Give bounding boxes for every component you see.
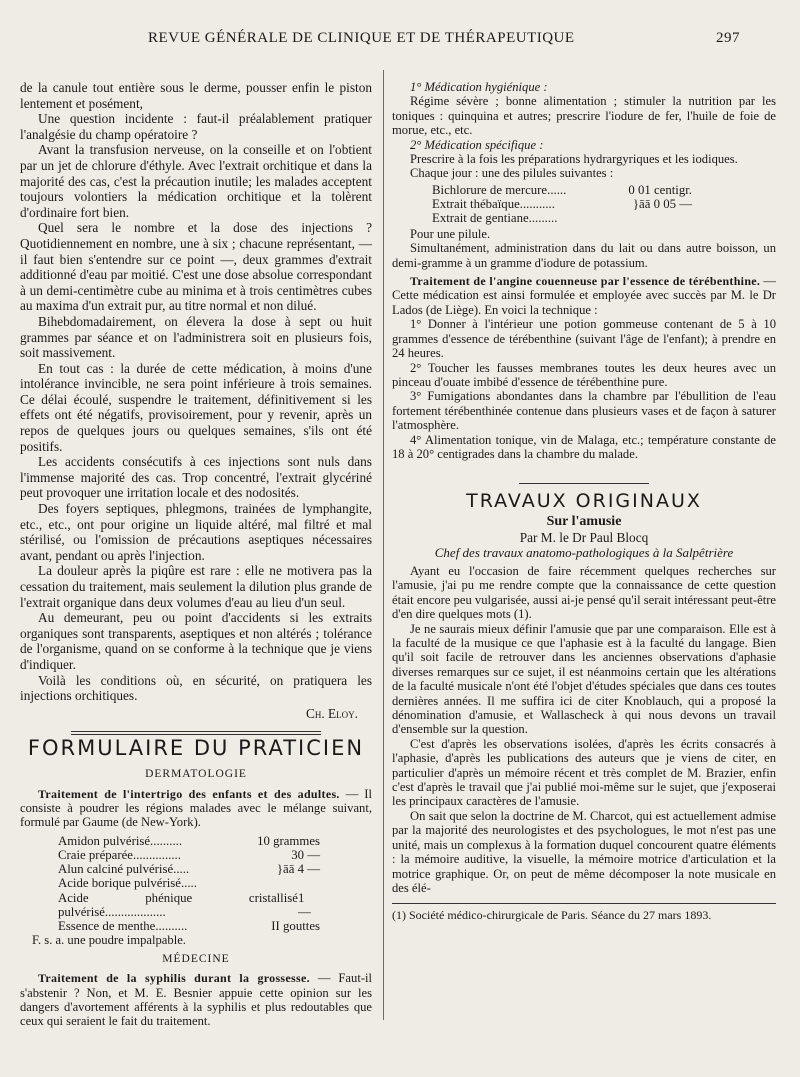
paragraph: Chaque jour : une des pilules suivantes : [410,166,614,181]
prescription-intertrigo [20,787,372,830]
paragraph: Quel sera le nombre et la dose des injections ? Quotidiennement en nombre, une à six ; chacune représentant, — il faut bien s'entendre sur ce point —, deux grammes d'extrait additionné d'eau par moitié. C'est une dose absolue correspondant à un demi-centimètre cube au minima et à trois centimètres cubes au maxima d'un extrait pur, au titre normal et non dilué. [20,220,372,314]
recipe-quantity: }āā 0 05 — [632,196,692,211]
recipe-ingredient: Essence de menthe.......... [58,918,188,933]
technique-step: 1° Donner à l'intérieur une potion gommeuse contenant de 5 à 10 grammes d'essence de térébenthine (suivant l'âge de l'enfant); à prendre en 24 heures. [392,317,776,361]
paragraph: de la canule tout entière sous le derme, pousser enfin le piston lentement et posément, [20,80,372,111]
recipe-ingredient: Bichlorure de mercure...... [432,182,567,197]
recipe-row [58,876,320,890]
prescription-text: — Cette médication est ainsi formulée et employée avec succès par M. le Dr Lados (de Liège). En voici la technique : [392,274,776,317]
recipe-quantity: II gouttes [271,918,320,933]
paragraph: Simultanément, administration dans du lait ou dans autre boisson, un demi-gramme à un gramme d'iodure de potassium. [392,241,776,270]
technique-step: 2° Toucher les fausses membranes toutes les deux heures avec un pinceau d'ouate imbibé d'essence de térébenthine pure. [392,360,776,389]
recipe-note: F. s. a. une poudre impalpable. [32,933,186,948]
recipe-row [58,891,320,919]
paragraph: Bihebdomadairement, on élevera la dose à sept ou huit grammes par séance et on l'administrera soit en plusieurs fois, soit massivement. [20,313,372,361]
paragraph: Voilà les conditions où, en sécurité, on pratiquera les injections orchitiques. [20,672,372,704]
paragraph: Prescrire à la fois les préparations hydrargyriques et les iodiques. [410,152,738,167]
paragraph: Ayant eu l'occasion de faire récemment quelques recherches sur l'amusie, j'ai pu me rendre compte que la connaissance de cette question était encore peu vulgarisée, aussi ai-je pensé qu'il serait intéressant peut-être d'en dire quelques mots (1). [392,563,776,622]
prescription-title: Traitement de l'angine couenneuse par l'essence de térébenthine. [410,274,761,289]
running-head [20,30,780,52]
left-column [20,80,372,1029]
recipe-row [58,862,320,876]
journal-title: REVUE GÉNÉRALE DE CLINIQUE ET DE THÉRAPEUTIQUE [148,30,575,46]
prescription-title: Traitement de la syphilis durant la grossesse. [38,971,310,986]
paragraph: La douleur après la piqûre est rare : elle ne motivera pas la cessation du traitement, mais seulement la dilution plus grande de l'extrait organique dans deux volumes d'eau au lieu d'un seul. [20,563,372,610]
recipe-quantity: 0 01 centigr. [628,182,692,197]
recipe-ingredient: Amidon pulvérisé.......... [58,833,183,848]
recipe-ingredient: Extrait thébaïque........... [432,196,555,211]
paragraph: Régime sévère ; bonne alimentation ; stimuler la nutrition par les toniques : quinquina et autres; prescrire l'iodure de fer, l'huile de foie de morue, etc., etc. [392,94,776,138]
section-label-medecine: MÉDECINE [162,952,230,965]
paragraph: Une question incidente : faut-il préalablement pratiquer l'analgésie du champ opératoire ? [20,111,372,142]
section-label-dermatologie: DERMATOLOGIE [145,767,247,780]
medication-label: 1° Médication hygiénique : [410,80,548,94]
paragraph: Avant la transfusion nerveuse, on la conseille et on l'obtient par un jet de chlorure d'éthyle. Avec l'extrait orchitique et dans la majorité des cas, c'est la précaution inutile; les malades acceptent toujours volontiers la médication orchitique et la tolèrent d'ordinaire fort bien. [20,142,372,220]
article-byline: Par M. le Dr Paul Blocq [519,530,649,546]
prescription-text: — Faut-il s'abstenir ? Non, et M. E. Besnier appuie cette opinion sur les dangers d'avortement afférents à la syphilis et plus redoutables que ceux qui seraient le fait du traitement. [20,971,373,1029]
recipe-quantity: }āā 4 — [276,862,320,877]
prescription-title: Traitement de l'intertrigo des enfants et des adultes. [38,786,340,801]
recipe-row [58,919,320,933]
paragraph: Au demeurant, peu ou point d'accidents si les extraits organiques sont transparents, aseptiques et non altérés ; tolérance de l'organisme, quand on se conforme à la technique que je viens d'indiquer. [20,610,372,672]
prescription-text: — Il consiste à poudrer les régions malades avec le mélange suivant, formulé par Gaume (de New-York). [20,786,372,830]
recipe-row [58,848,320,862]
author-affiliation: Chef des travaux anatomo-pathologiques à la Salpêtrière [434,544,734,560]
technique-step: 3° Fumigations abondantes dans la chambre par l'ébullition de l'eau fortement térébenthinée contenue dans plusieurs vases et de façon à saturer l'atmosphère. [392,389,776,433]
recipe-ingredient: Acide phénique cristallisé pulvérisé................... [58,890,298,919]
recipe-ingredient: Extrait de gentiane......... [432,210,558,225]
recipe-ingredient: Alun calciné pulvérisé..... [58,862,190,877]
recipe-quantity: 10 grammes [257,833,320,848]
recipe-list [58,834,372,933]
paragraph: Des foyers septiques, phlegmons, trainées de lymphangite, etc., etc., ont pour origine un liquide altéré, mal filtré et mal stérilisé, ou l'omission de précautions aseptiques nécessaires avant, pendant ou après l'injection. [20,501,372,563]
recipe-quantity: 1 — [297,890,311,919]
recipe-row [58,834,320,848]
paragraph: En tout cas : la durée de cette médication, à moins d'une intolérance invincible, ne sera point inférieure à trois semaines. Ce délai écoulé, suspendre le traitement, définitivement si les effets ont été négatifs, provisoirement, pour y revenir, après un repos de quelques jours ou quelques semaines, s'ils ont été positifs. [20,360,372,454]
column-divider [383,70,384,1020]
recipe-row [432,211,692,225]
paragraph: Les accidents consécutifs à ces injections sont nuls dans l'immense majorité des cas. Trop concentré, l'extrait glycériné peut provoquer une irritation locale et des nodosités. [20,454,372,501]
recipe-quantity: 30 — [291,847,320,862]
paragraph: Je ne saurais mieux définir l'amusie que par une comparaison. Elle est à la faculté de la musique ce que l'aphasie est à la faculté du langage. Bien qu'il soit facile de retrouver dans les anciennes observations d'aphasie diverses remarques sur ce sujet, il est néanmoins certain que les altérations de la faculté musicale n'ont été l'objet d'études spéciales que dans ces toutes dernières années. Il me suffira ici de citer Knoblauch, qui a proposé la dénomination d'amusie, et Wallascheck à qui nous devons un travail d'ensemble sur la question. [392,621,776,737]
article-title: Sur l'amusie [546,513,622,529]
recipe-ingredient: Acide borique pulvérisé..... [58,876,197,891]
author-signature: Ch. Eloy. [306,705,358,721]
recipe-row [432,183,692,197]
formulaire-heading: FORMULAIRE DU PRATICIEN [27,736,365,761]
section-rule [519,483,649,484]
footnote: (1) Société médico-chirurgicale de Paris. Séance du 27 mars 1893. [392,903,776,922]
travaux-heading: TRAVAUX ORIGINAUX [466,490,702,513]
pill-recipe [432,183,776,225]
paragraph: Pour une pilule. [410,226,491,241]
right-column [392,80,776,922]
medication-label: 2° Médication spécifique : [410,137,544,152]
recipe-row [432,197,692,211]
technique-step: 4° Alimentation tonique, vin de Malaga, etc.; température constante de 18 à 20° centigrades dans la chambre du malade. [392,432,776,461]
paragraph: C'est d'après les observations isolées, d'après les écrits consacrés à l'aphasie, d'après les publications des auteurs que je viens de citer, en particulier d'après un mémoire récent et très complet de M. Brazier, enfin c'est d'après le travail que j'ai publié moi-même sur le sujet, que j'exposerai les principaux caractères de l'amusie. [392,736,776,809]
section-rule [71,731,321,735]
prescription-angine [392,274,776,317]
paragraph: On sait que selon la doctrine de M. Charcot, qui est actuellement admise par la majorité des neurologistes et des psychologues, le mot n'est pas une unité, mais un complexus à la formation duquel concourent quatre éléments : la mémoire auditive, la visuelle, la mémoire motrice d'articulation et la motrice graphique. Or, on peut de même décomposer la note musicale en des élé- [392,808,776,895]
prescription-syphilis [20,971,372,1029]
page-number: 297 [716,30,740,46]
recipe-ingredient: Craie préparée............... [58,847,181,862]
